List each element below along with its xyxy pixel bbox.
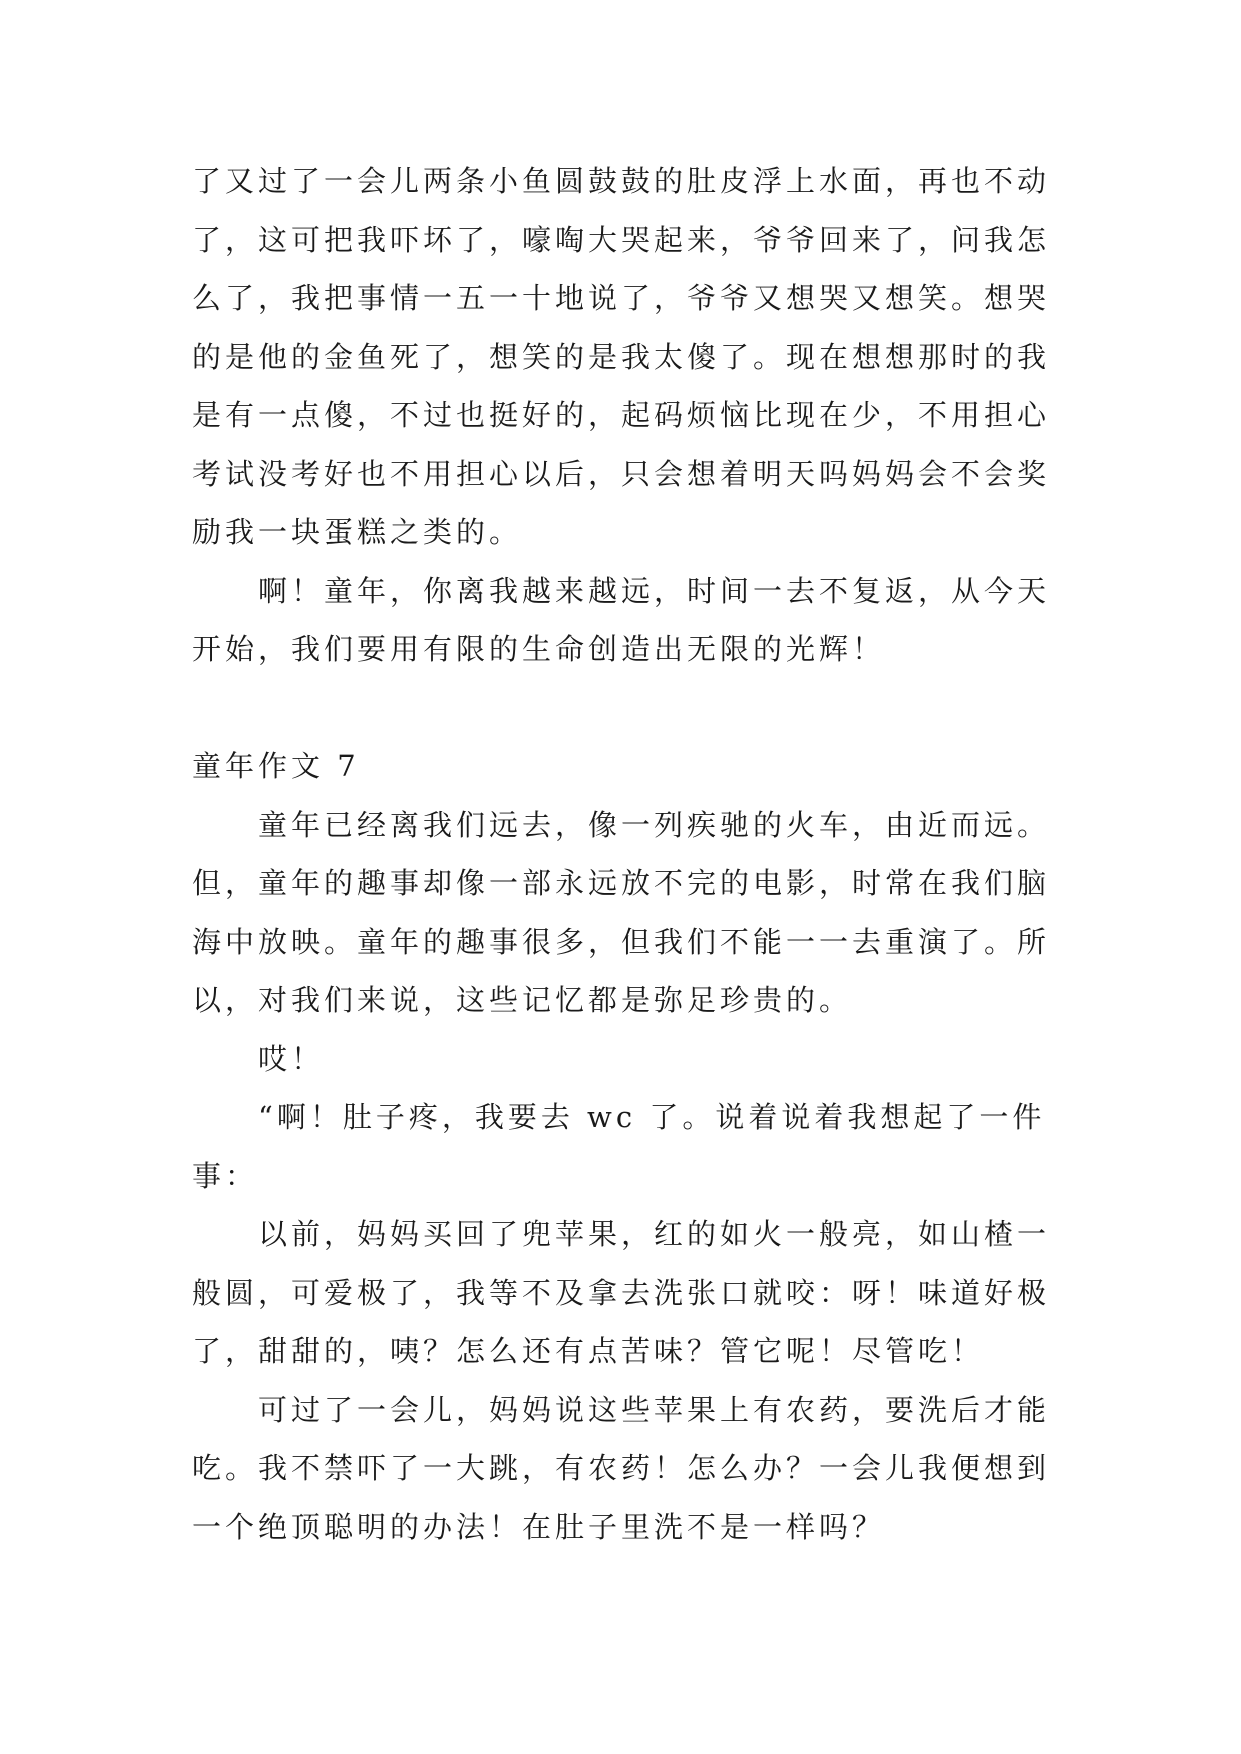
text-line: 开始，我们要用有限的生命创造出无限的光辉！ bbox=[192, 632, 886, 666]
text-line: 般圆，可爱极了，我等不及拿去洗张口就咬：呀！味道好极 bbox=[192, 1275, 1051, 1310]
paragraph-first-line: “啊！肚子疼，我要去 wc 了。说着说着我想起了一件 bbox=[258, 1100, 1046, 1134]
text-line: 考试没考好也不用担心以后，只会想着明天吗妈妈会不会奖 bbox=[192, 456, 1051, 491]
paragraph-first-line: 童年已经离我们远去，像一列疾驰的火车，由近而远。 bbox=[258, 807, 1051, 842]
paragraph-first-line: 哎！ bbox=[258, 1041, 325, 1076]
text-line: 励我一块蛋糕之类的。 bbox=[192, 515, 523, 549]
section-heading: 童年作文 7 bbox=[192, 749, 360, 783]
text-line: 但，童年的趣事却像一部永远放不完的电影，时常在我们脑 bbox=[192, 866, 1051, 900]
text-line: 是有一点傻，不过也挺好的，起码烦恼比现在少，不用担心 bbox=[192, 398, 1051, 432]
text-line: 了，这可把我吓坏了，嚎啕大哭起来，爷爷回来了，问我怎 bbox=[192, 222, 1051, 257]
text-line: 以，对我们来说，这些记忆都是弥足珍贵的。 bbox=[192, 983, 853, 1017]
paragraph-first-line: 可过了一会儿，妈妈说这些苹果上有农药，要洗后才能 bbox=[258, 1392, 1051, 1427]
text-line: 海中放映。童年的趣事很多，但我们不能一一去重演了。所 bbox=[192, 924, 1051, 959]
paragraph-first-line: 以前，妈妈买回了兜苹果，红的如火一般亮，如山楂一 bbox=[258, 1217, 1051, 1251]
section-gap bbox=[192, 679, 1052, 738]
text-line: 事： bbox=[192, 1158, 259, 1193]
text-line: 了又过了一会儿两条小鱼圆鼓鼓的肚皮浮上水面，再也不动 bbox=[192, 164, 1051, 198]
text-line: 了，甜甜的，咦？怎么还有点苦味？管它呢！尽管吃！ bbox=[192, 1334, 985, 1368]
text-line: 吃。我不禁吓了一大跳，有农药！怎么办？一会儿我便想到 bbox=[192, 1451, 1051, 1485]
document-body bbox=[192, 152, 1052, 1556]
text-line: 的是他的金鱼死了，想笑的是我太傻了。现在想想那时的我 bbox=[192, 339, 1051, 374]
paragraph-first-line: 啊！童年，你离我越来越远，时间一去不复返，从今天 bbox=[258, 573, 1051, 608]
text-line: 么了，我把事情一五一十地说了，爷爷又想哭又想笑。想哭 bbox=[192, 281, 1051, 315]
text-line: 一个绝顶聪明的办法！在肚子里洗不是一样吗？ bbox=[192, 1509, 886, 1544]
